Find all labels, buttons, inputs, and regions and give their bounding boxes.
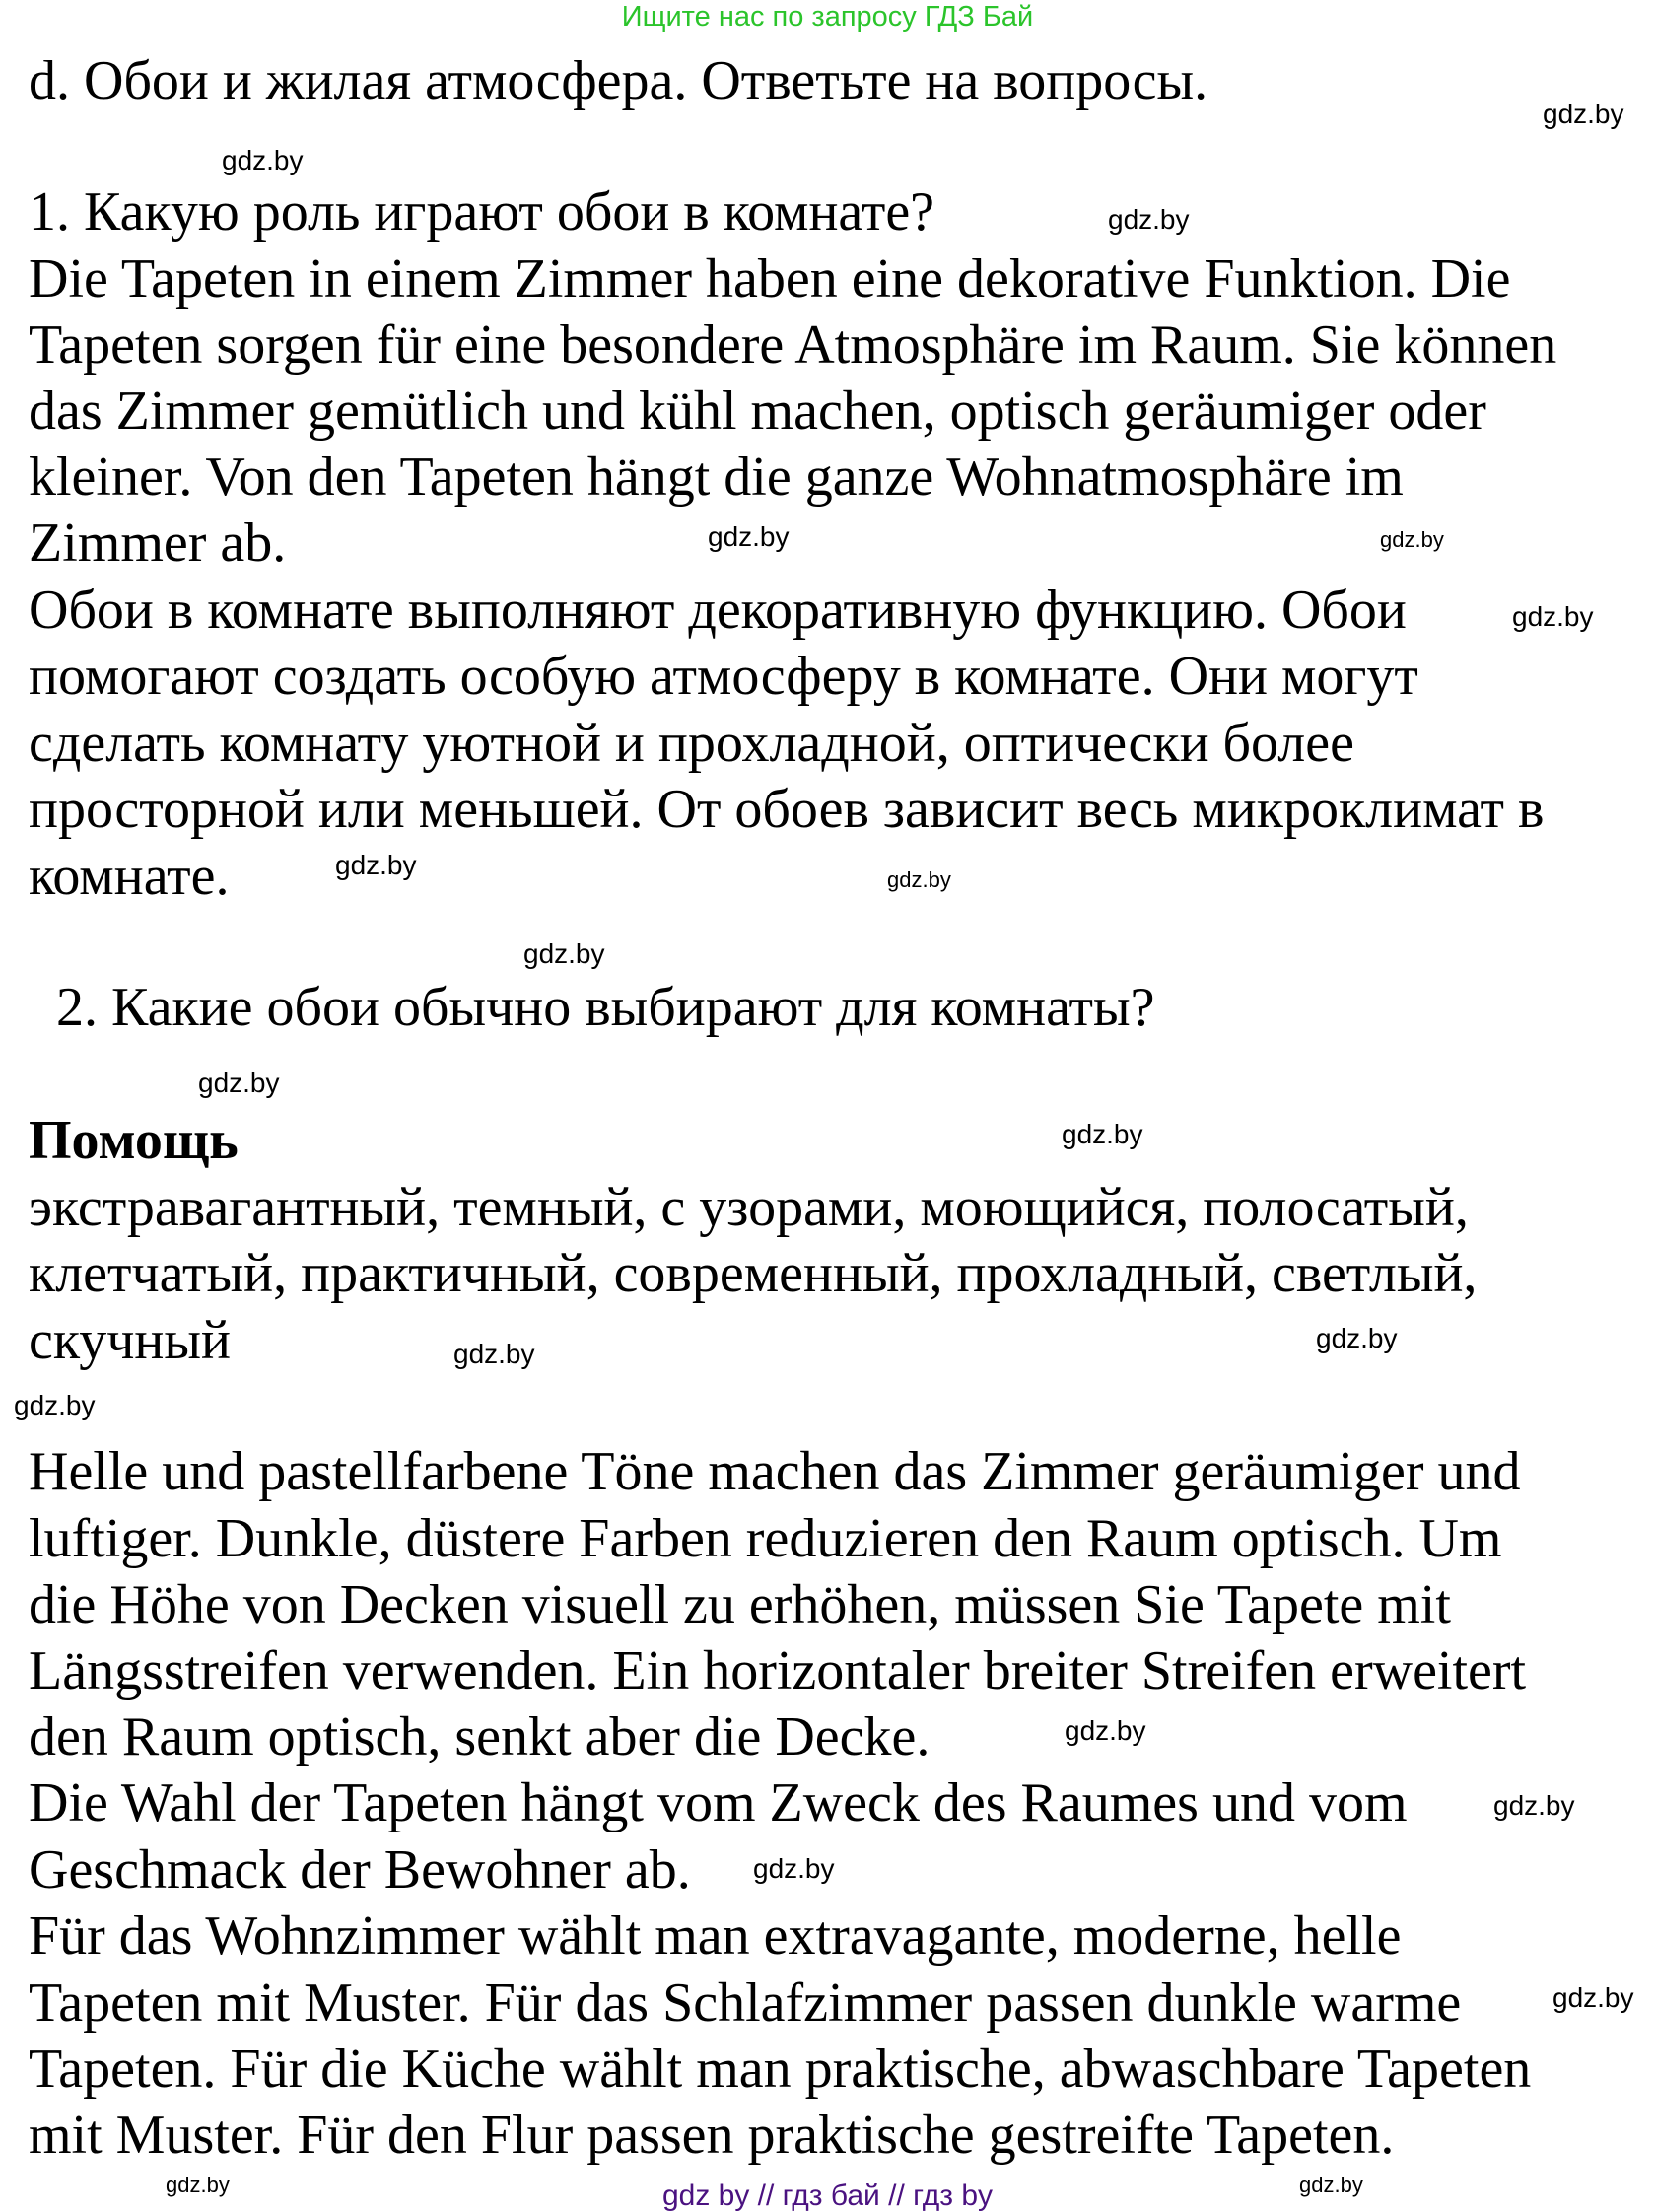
watermark: gdz.by [14, 1390, 96, 1420]
watermark: gdz.by [1380, 527, 1444, 552]
watermark: gdz.by [1299, 2173, 1363, 2197]
footer-links-text: gdz by // гдз бай // гдз by [661, 2179, 994, 2212]
search-hint-banner [0, 0, 1655, 34]
help-words: экстравагантный, темный, с узорами, моющийся, полосатый, [29, 1177, 1469, 1238]
translation-line: сделать комнату уютной и прохладной, оптически более [29, 713, 1354, 774]
watermark: gdz.by [1062, 1119, 1143, 1149]
answer-line: Tapeten mit Muster. Für das Schlafzimmer passen dunkle warme [29, 1972, 1462, 2034]
translation-line: комнате. [29, 846, 230, 907]
watermark: gdz.by [1552, 1982, 1634, 2013]
search-hint-text: Ищите нас по запросу ГДЗ Бай [621, 1, 1034, 33]
help-heading: Помощь [29, 1110, 239, 1171]
answer-line: Zimmer ab. [29, 513, 287, 574]
watermark: gdz.by [1065, 1715, 1146, 1746]
translation-line: Обои в комнате выполняют декоративную функцию. Обои [29, 580, 1407, 641]
answer-line: Längsstreifen verwenden. Ein horizontaler breiter Streifen erweitert [29, 1640, 1527, 1701]
watermark: gdz.by [335, 850, 417, 880]
watermark: gdz.by [753, 1853, 835, 1884]
answer-line: Tapeten sorgen für eine besondere Atmosphäre im Raum. Sie können [29, 314, 1557, 376]
watermark: gdz.by [222, 145, 304, 175]
watermark: gdz.by [1493, 1790, 1575, 1821]
answer-line: die Höhe von Decken visuell zu erhöhen, müssen Sie Tapete mit [29, 1574, 1451, 1635]
help-words: скучный [29, 1310, 231, 1371]
answer-line: mit Muster. Für den Flur passen praktische gestreifte Tapeten. [29, 2105, 1395, 2166]
translation-line: помогают создать особую атмосферу в комнате. Они могут [29, 646, 1418, 707]
watermark: gdz.by [1543, 99, 1624, 129]
footer-links [0, 2180, 1655, 2212]
answer-line: das Zimmer gemütlich und kühl machen, optisch geräumiger oder [29, 380, 1486, 442]
help-words: клетчатый, практичный, современный, прохладный, светлый, [29, 1243, 1478, 1304]
watermark: gdz.by [708, 521, 790, 552]
answer-line: Tapeten. Für die Küche wählt man praktische, abwaschbare Tapeten [29, 2039, 1532, 2100]
answer-line: Die Wahl der Tapeten hängt vom Zweck des Raumes und vom [29, 1772, 1408, 1833]
watermark: gdz.by [523, 938, 605, 969]
watermark: gdz.by [1316, 1323, 1398, 1353]
watermark: gdz.by [1108, 204, 1190, 235]
answer-line: Helle und pastellfarbene Töne machen das Zimmer geräumiger und [29, 1441, 1521, 1502]
answer-line: den Raum optisch, senkt aber die Decke. [29, 1706, 931, 1767]
watermark: gdz.by [453, 1339, 535, 1369]
section-heading: d. Обои и жилая атмосфера. Ответьте на вопросы. [29, 50, 1208, 111]
answer-line: kleiner. Von den Tapeten hängt die ganze Wohnatmosphäre im [29, 447, 1404, 508]
question-2: 2. Какие обои обычно выбирают для комнаты? [56, 977, 1155, 1038]
answer-line: Die Tapeten in einem Zimmer haben eine dekorative Funktion. Die [29, 248, 1511, 310]
answer-line: Für das Wohnzimmer wählt man extravagante, moderne, helle [29, 1905, 1402, 1967]
answer-line: luftiger. Dunkle, düstere Farben reduzieren den Raum optisch. Um [29, 1508, 1502, 1569]
translation-line: просторной или меньшей. От обоев зависит весь микроклимат в [29, 779, 1545, 840]
answer-line: Geschmack der Bewohner ab. [29, 1839, 691, 1901]
question-1: 1. Какую роль играют обои в комнате? [29, 181, 935, 242]
watermark: gdz.by [166, 2173, 230, 2197]
watermark: gdz.by [198, 1068, 280, 1098]
watermark: gdz.by [1512, 601, 1594, 632]
watermark: gdz.by [887, 867, 951, 892]
